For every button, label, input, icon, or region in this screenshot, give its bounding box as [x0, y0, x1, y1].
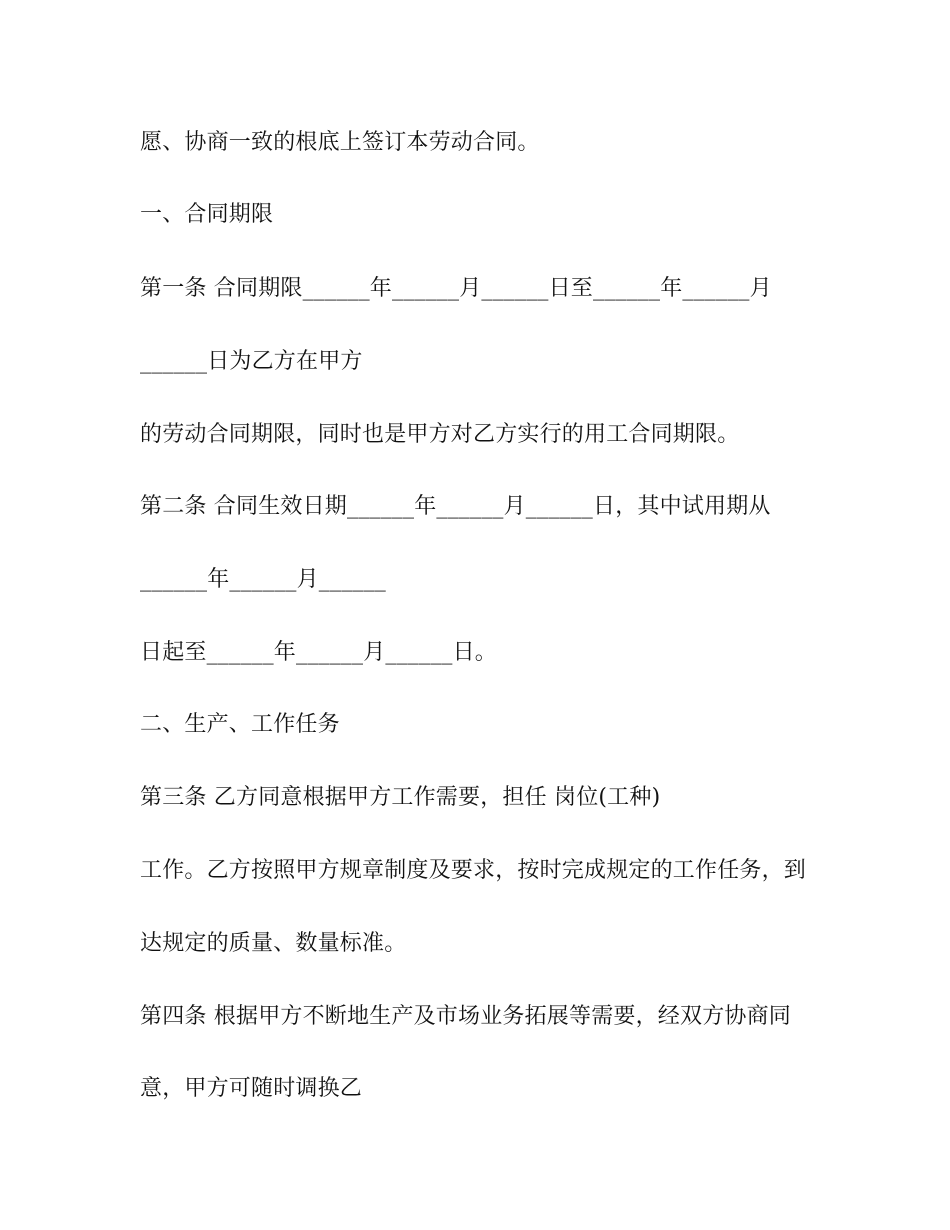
text-line: 日起至______年______月______日。: [140, 640, 498, 665]
text-line: ______日为乙方在甲方: [140, 349, 363, 374]
text-line: 意，甲方可随时调换乙: [140, 1076, 363, 1101]
text-line: 第二条 合同生效日期______年______月______日，其中试用期从: [140, 494, 771, 519]
text-line: 第三条 乙方同意根据甲方工作需要，担任 岗位(工种): [140, 785, 661, 810]
text-line: ______年______月______: [140, 567, 387, 592]
section-heading: 二、生产、工作任务: [140, 712, 340, 737]
text-line: 工作。乙方按照甲方规章制度及要求，按时完成规定的工作任务，到: [140, 858, 807, 883]
text-line: 达规定的质量、数量标准。: [140, 931, 407, 956]
text-line: 的劳动合同期限，同时也是甲方对乙方实行的用工合同期限。: [140, 422, 740, 447]
section-heading: 一、合同期限: [140, 202, 274, 227]
text-line: 第四条 根据甲方不断地生产及市场业务拓展等需要，经双方协商同: [140, 1004, 791, 1029]
text-line: 第一条 合同期限______年______月______日至______年______月: [140, 276, 772, 301]
text-line: 愿、协商一致的根底上签订本劳动合同。: [140, 130, 540, 155]
